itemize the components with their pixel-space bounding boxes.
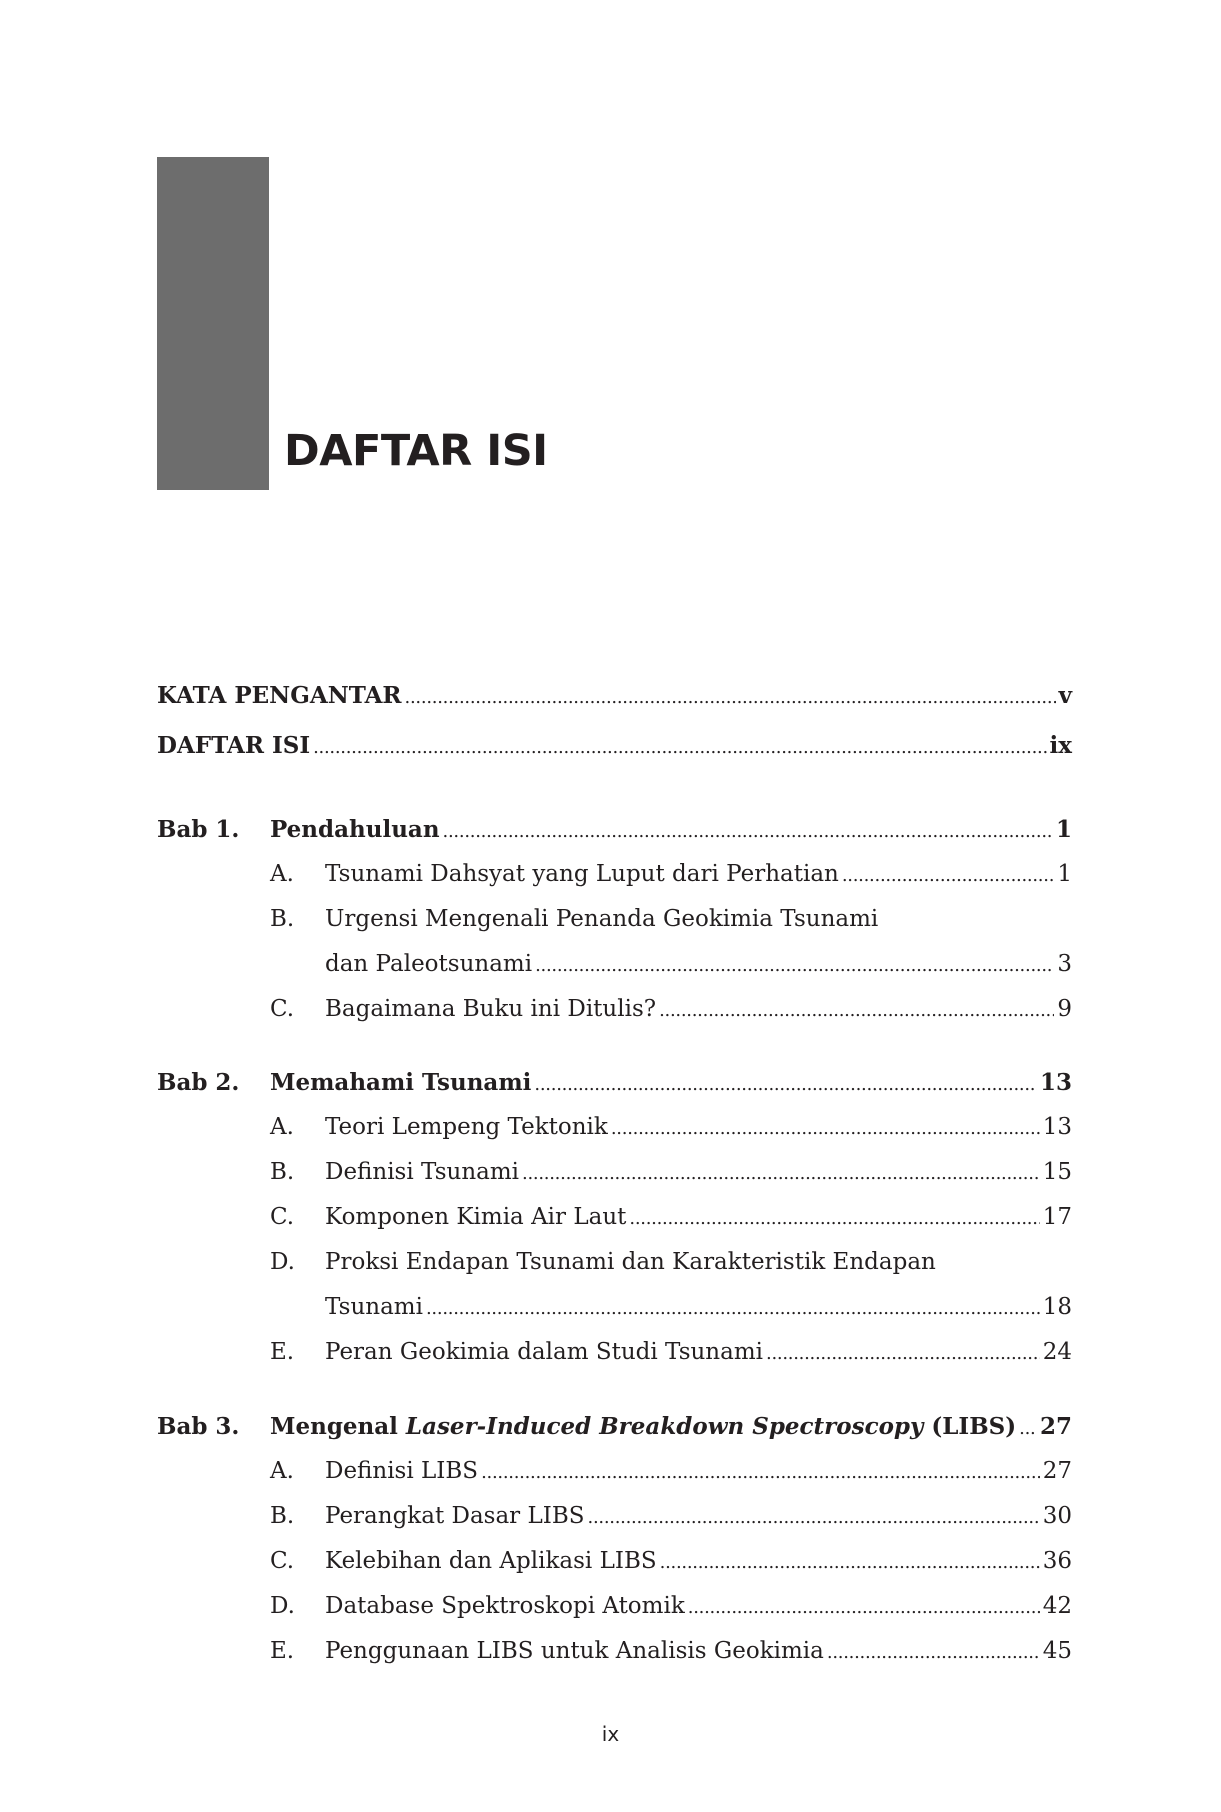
toc-page-number: v bbox=[1058, 682, 1072, 709]
dot-leader bbox=[842, 863, 1055, 886]
toc-page-number: 36 bbox=[1042, 1548, 1072, 1574]
toc-entry-daftar-isi[interactable] bbox=[157, 734, 1072, 758]
toc-page-number: 27 bbox=[1042, 1458, 1072, 1484]
chapter-number: Bab 3. bbox=[157, 1413, 240, 1440]
toc-page-number: 17 bbox=[1042, 1204, 1072, 1230]
dot-leader bbox=[588, 1505, 1040, 1528]
item-letter: C. bbox=[270, 1548, 295, 1574]
item-title: Definisi LIBS bbox=[325, 1458, 479, 1484]
toc-page-number: 3 bbox=[1057, 951, 1072, 977]
item-title: Definisi Tsunami bbox=[325, 1159, 520, 1185]
dot-leader bbox=[827, 1640, 1040, 1663]
toc-item[interactable] bbox=[325, 1550, 1072, 1573]
toc-item[interactable] bbox=[325, 1161, 1072, 1184]
toc-page-number: 13 bbox=[1042, 1114, 1072, 1140]
toc-page-number: 42 bbox=[1042, 1593, 1072, 1619]
toc-page-number: ix bbox=[1049, 732, 1072, 759]
item-title: Kelebihan dan Aplikasi LIBS bbox=[325, 1548, 657, 1574]
item-letter: A. bbox=[270, 861, 294, 887]
item-letter: E. bbox=[270, 1339, 295, 1365]
item-title: Database Spektroskopi Atomik bbox=[325, 1593, 685, 1619]
chapter-number: Bab 2. bbox=[157, 1069, 240, 1096]
toc-item[interactable] bbox=[325, 1640, 1072, 1663]
item-title: Tsunami bbox=[325, 1294, 423, 1320]
dot-leader bbox=[522, 1161, 1040, 1184]
chapter-title-italic: Laser-Induced Breakdown Spectroscopy bbox=[405, 1413, 924, 1440]
toc-page-number: 9 bbox=[1057, 996, 1072, 1022]
item-title: Bagaimana Buku ini Ditulis? bbox=[325, 996, 657, 1022]
item-title-line: Proksi Endapan Tsunami dan Karakteristik Endapan bbox=[325, 1249, 936, 1275]
dot-leader bbox=[535, 953, 1054, 976]
chapter-title: Pendahuluan bbox=[270, 816, 440, 843]
dot-leader bbox=[688, 1595, 1040, 1618]
dot-leader bbox=[660, 1550, 1040, 1573]
toc-item[interactable] bbox=[325, 863, 1072, 886]
title-decoration-bar bbox=[157, 157, 269, 490]
item-title: Peran Geokimia dalam Studi Tsunami bbox=[325, 1339, 763, 1365]
toc-page-number: 18 bbox=[1042, 1294, 1072, 1320]
page-title: DAFTAR ISI bbox=[284, 426, 548, 476]
toc-page-number: 15 bbox=[1042, 1159, 1072, 1185]
toc-item[interactable] bbox=[325, 953, 1072, 976]
dot-leader bbox=[481, 1460, 1040, 1483]
toc-page-number: 13 bbox=[1039, 1069, 1072, 1096]
item-letter: E. bbox=[270, 1638, 295, 1664]
toc-item[interactable] bbox=[325, 1460, 1072, 1483]
item-title: dan Paleotsunami bbox=[325, 951, 533, 977]
toc-page-number: 45 bbox=[1042, 1638, 1072, 1664]
chapter-title bbox=[270, 1415, 1016, 1438]
toc-page-number: 1 bbox=[1055, 816, 1072, 843]
item-letter: C. bbox=[270, 1204, 295, 1230]
dot-leader bbox=[629, 1206, 1039, 1229]
toc-page-number: 30 bbox=[1042, 1503, 1072, 1529]
dot-leader bbox=[659, 998, 1054, 1021]
dot-leader bbox=[534, 1072, 1037, 1095]
toc-page-number: 27 bbox=[1039, 1413, 1072, 1440]
dot-leader bbox=[405, 685, 1056, 708]
toc-chapter-2[interactable] bbox=[270, 1071, 1072, 1095]
item-letter: B. bbox=[270, 1159, 295, 1185]
item-letter: B. bbox=[270, 906, 295, 932]
toc-page-number: 1 bbox=[1057, 861, 1072, 887]
toc-item[interactable] bbox=[325, 1206, 1072, 1229]
chapter-title-prefix: Mengenal bbox=[270, 1413, 406, 1440]
item-letter: A. bbox=[270, 1114, 294, 1140]
item-letter: B. bbox=[270, 1503, 295, 1529]
item-title: Perangkat Dasar LIBS bbox=[325, 1503, 585, 1529]
item-title-line: Urgensi Mengenali Penanda Geokimia Tsunami bbox=[325, 906, 879, 932]
toc-page-number: 24 bbox=[1042, 1339, 1072, 1365]
toc-item[interactable] bbox=[325, 1595, 1072, 1618]
toc-entry-label: DAFTAR ISI bbox=[157, 732, 311, 759]
footer-page-number: ix bbox=[601, 1722, 620, 1746]
toc-item[interactable] bbox=[325, 1296, 1072, 1319]
dot-leader bbox=[766, 1341, 1040, 1364]
item-title: Teori Lempeng Tektonik bbox=[325, 1114, 608, 1140]
toc-item[interactable] bbox=[325, 1505, 1072, 1528]
dot-leader bbox=[426, 1296, 1040, 1319]
dot-leader bbox=[1019, 1416, 1037, 1439]
item-letter: C. bbox=[270, 996, 295, 1022]
toc-entry-label: KATA PENGANTAR bbox=[157, 682, 402, 709]
toc-item[interactable] bbox=[325, 1116, 1072, 1139]
item-title: Komponen Kimia Air Laut bbox=[325, 1204, 627, 1230]
chapter-title: Memahami Tsunami bbox=[270, 1069, 532, 1096]
toc-entry-kata-pengantar[interactable] bbox=[157, 684, 1072, 708]
dot-leader bbox=[313, 735, 1046, 758]
toc-chapter-1[interactable] bbox=[270, 818, 1072, 842]
item-title: Tsunami Dahsyat yang Luput dari Perhatian bbox=[325, 861, 839, 887]
dot-leader bbox=[611, 1116, 1040, 1139]
toc-item[interactable] bbox=[325, 998, 1072, 1021]
chapter-title-suffix: (LIBS) bbox=[923, 1413, 1017, 1440]
item-letter: A. bbox=[270, 1458, 294, 1484]
item-letter: D. bbox=[270, 1249, 295, 1275]
item-title: Penggunaan LIBS untuk Analisis Geokimia bbox=[325, 1638, 824, 1664]
item-letter: D. bbox=[270, 1593, 295, 1619]
dot-leader bbox=[443, 819, 1053, 842]
toc-chapter-3[interactable] bbox=[270, 1415, 1072, 1439]
toc-item[interactable] bbox=[325, 1341, 1072, 1364]
chapter-number: Bab 1. bbox=[157, 816, 240, 843]
